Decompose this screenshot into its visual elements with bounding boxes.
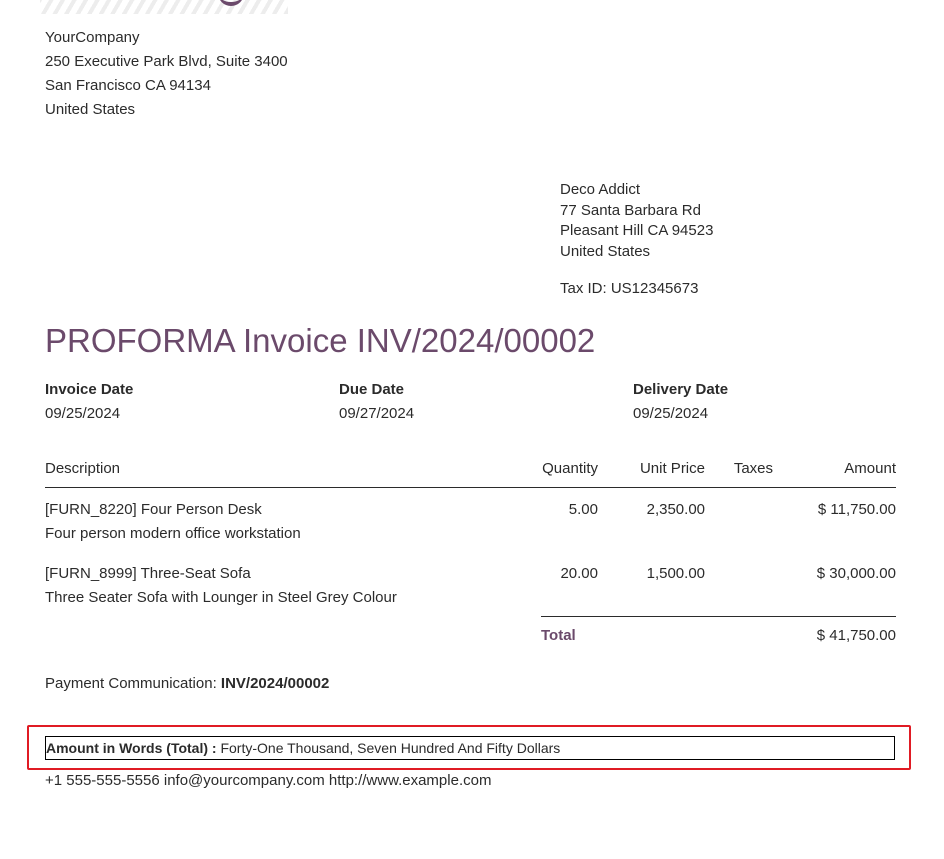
column-description: Description [45, 455, 515, 488]
invoice-date-value: 09/25/2024 [45, 405, 121, 422]
partner-tax-id: Tax ID: US12345673 [560, 280, 699, 297]
column-amount: Amount [773, 455, 896, 488]
line-quantity: 5.00 [568, 501, 598, 518]
table-header-row [45, 455, 896, 488]
line-detail: Four person modern office workstation [45, 525, 301, 542]
line-description [45, 488, 515, 553]
partner-address-line2: Pleasant Hill CA 94523 [560, 222, 714, 239]
amount-in-words-label: Amount in Words (Total) : [46, 740, 217, 756]
company-country: United States [45, 101, 136, 118]
amount-in-words-value: Forty-One Thousand, Seven Hundred And Fifty Dollars [220, 740, 561, 756]
payment-reference: INV/2024/00002 [220, 675, 330, 692]
company-address-line2: San Francisco CA 94134 [45, 77, 211, 94]
delivery-date-label: Delivery Date [633, 381, 729, 398]
due-date-value: 09/27/2024 [339, 405, 415, 422]
line-unit-price: 1,500.00 [646, 565, 705, 582]
line-detail: Three Seater Sofa with Lounger in Steel Grey Colour [45, 589, 397, 606]
column-unit-price: Unit Price [598, 455, 705, 488]
company-address [45, 26, 288, 122]
footer-contact [45, 772, 491, 789]
due-date-label: Due Date [339, 381, 405, 398]
invoice-date-block [45, 378, 133, 426]
table-row [45, 552, 896, 616]
line-amount: $ 30,000.00 [816, 565, 896, 582]
due-date-block [339, 378, 414, 426]
line-amount: $ 11,750.00 [817, 501, 896, 518]
footer-phone: +1 555-555-5556 [45, 772, 160, 789]
line-quantity: 20.00 [560, 565, 598, 582]
total-value: $ 41,750.00 [816, 627, 896, 644]
column-quantity: Quantity [515, 455, 598, 488]
amount-in-words [45, 736, 895, 760]
delivery-date-value: 09/25/2024 [633, 405, 709, 422]
table-row [45, 488, 896, 553]
partner-address [560, 180, 713, 262]
payment-label: Payment Communication: [45, 675, 217, 692]
invoice-date-label: Invoice Date [45, 381, 134, 398]
partner-address-line1: 77 Santa Barbara Rd [560, 201, 701, 219]
line-unit-price: 2,350.00 [646, 501, 705, 518]
payment-communication [45, 675, 329, 692]
partner-name: Deco Addict [560, 181, 641, 198]
footer-website[interactable]: http://www.example.com [328, 772, 492, 789]
invoice-lines-table [45, 455, 896, 616]
line-taxes [705, 552, 773, 616]
line-product: [FURN_8999] Three-Seat Sofa [45, 565, 251, 582]
total-label: Total [541, 627, 576, 644]
company-name: YourCompany [45, 29, 140, 46]
company-address-line1: 250 Executive Park Blvd, Suite 3400 [45, 53, 288, 70]
partner-country: United States [560, 242, 651, 260]
footer-email[interactable]: info@yourcompany.com [163, 772, 325, 789]
company-logo [40, 0, 288, 14]
totals-block [541, 616, 896, 644]
line-taxes [705, 488, 773, 553]
invoice-title: PROFORMA Invoice INV/2024/00002 [45, 322, 596, 359]
column-taxes: Taxes [705, 455, 773, 488]
line-description [45, 552, 515, 616]
line-product: [FURN_8220] Four Person Desk [45, 501, 262, 518]
delivery-date-block [633, 378, 728, 426]
